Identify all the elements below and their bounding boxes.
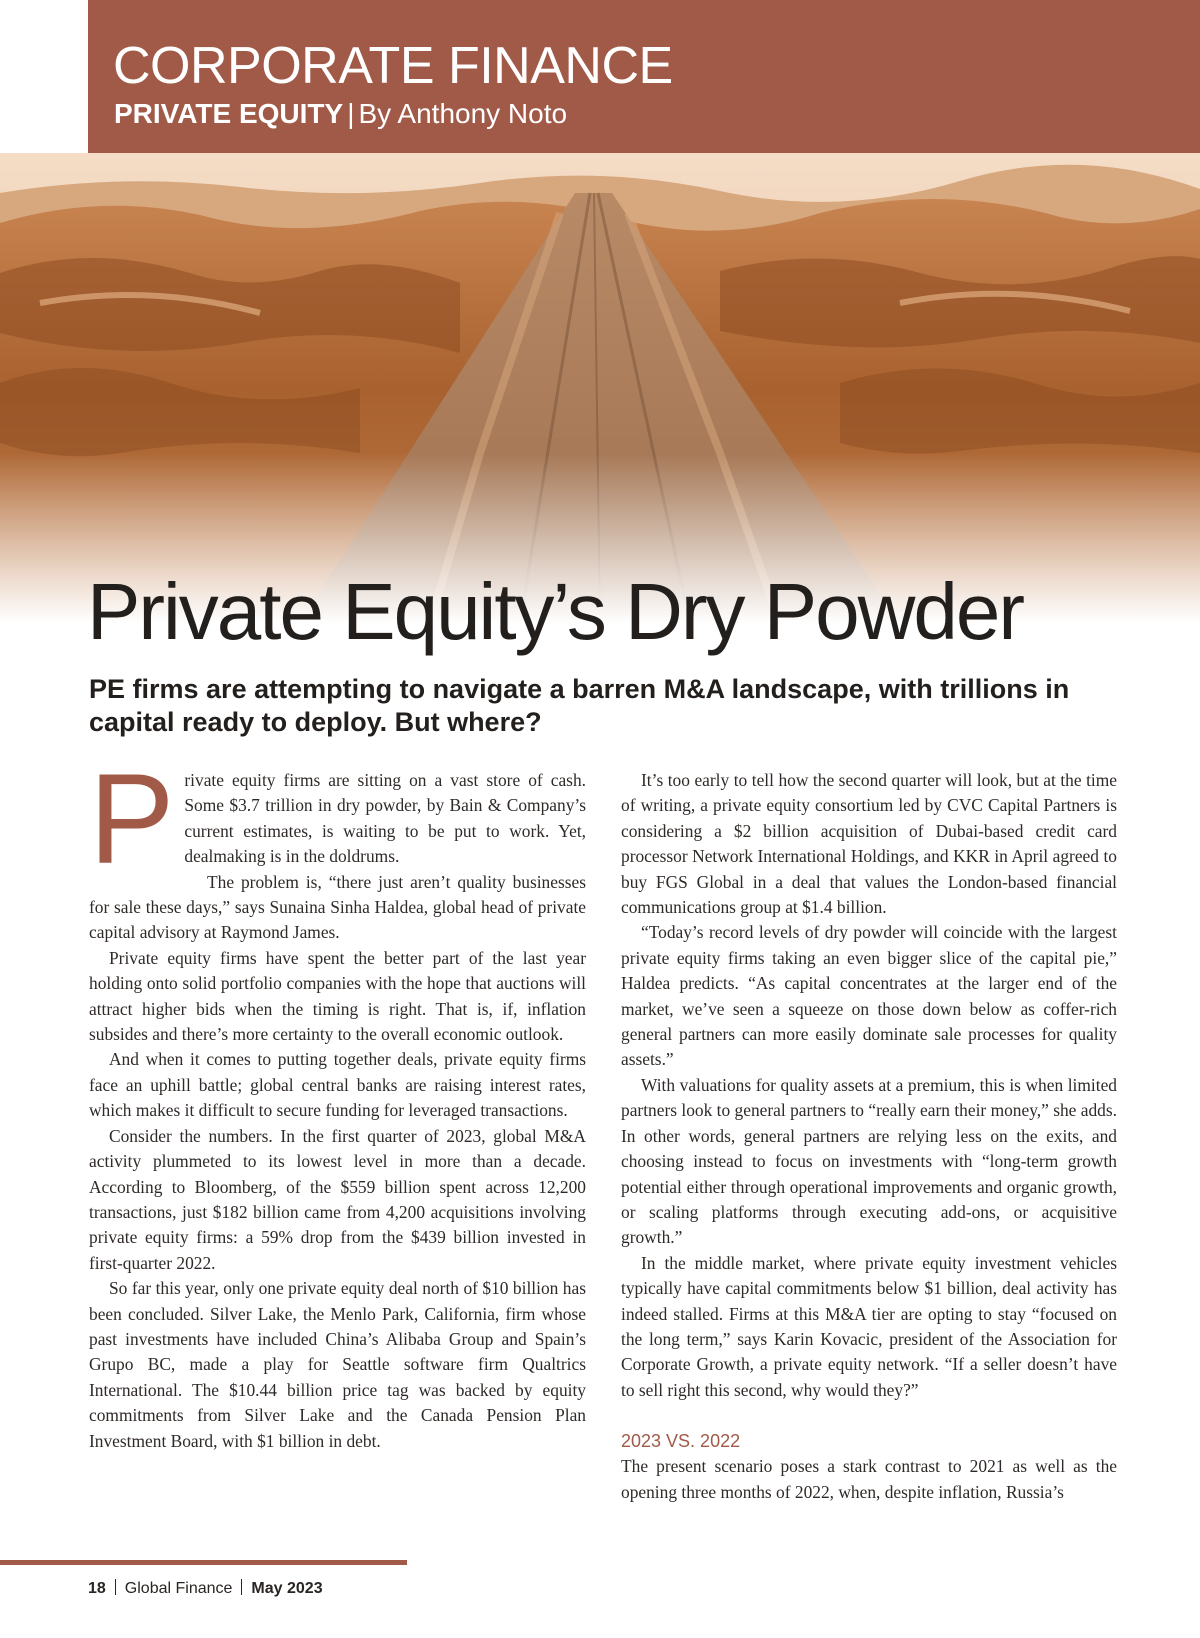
issue-date: May 2023 (251, 1580, 323, 1597)
footer-divider (115, 1579, 116, 1595)
hero-desert-image (0, 153, 1200, 623)
page-number: 18 (88, 1580, 106, 1597)
article-dek: PE firms are attempting to navigate a barren M&A landscape, with trillions in capital ready to deploy. But where? (89, 674, 1070, 737)
section-kicker: PRIVATE EQUITY (114, 98, 344, 129)
paragraph: It’s too early to tell how the second quarter will look, but at the time of writing, a private equity consortium led by CVC Capital Partners is considering a $2 billion acquisition of Dubai-based credit card processor Network International Holdings, and KKR in April agreed to buy FGS Global in a deal that values the London-based financial communications group at $1.4 billion. (621, 770, 1117, 918)
section-subhead: 2023 VS. 2022 (621, 1431, 741, 1452)
byline (114, 100, 567, 128)
section-header-band (88, 0, 1200, 153)
publication-name: Global Finance (124, 1580, 233, 1597)
article-headline: Private Equity’s Dry Powder (87, 567, 1023, 656)
paragraph: The present scenario poses a stark contrast to 2021 as well as the opening three months of 2022, when, despite inflation, Russia’s (621, 1456, 1117, 1502)
paragraph: In the middle market, where private equity investment vehicles typically have capital commitments below $1 billion, deal activity has indeed stalled. Firms at this M&A tier are opting to stay “focused on the long term,” says Karin Kovacic, president of the Association for Corporate Growth, a private equity network. “If a seller doesn’t have to sell right this second, why would they?” (621, 1252, 1117, 1400)
section-title: CORPORATE FINANCE (113, 37, 673, 95)
footer-rule (0, 1560, 407, 1565)
paragraph: Private equity firms have spent the better part of the last year holding onto solid portfolio companies with the hope that auctions will attract higher bids when the timing is right. That is, if, inflation subsides and there’s more certainty to the overall economic outlook. (89, 947, 586, 1045)
left-column (89, 748, 586, 1454)
byline-separator: | (347, 98, 355, 129)
paragraph (89, 748, 586, 891)
paragraph: And when it comes to putting together deals, private equity firms face an uphill battle; global central banks are raising interest rates, which makes it difficult to secure funding for leveraged transactions. (89, 1049, 586, 1121)
paragraph: “Today’s record levels of dry powder will coincide with the largest private equity firms taking an even bigger slice of the capital pie,” Haldea predicts. “As capital concentrates at the larger end of the market, we’ve seen a squeeze on those down below as coffer-rich general partners can more easily dominate sale processes for quality assets.” (621, 922, 1117, 1070)
paragraph: So far this year, only one private equity deal north of $10 billion has been concluded. Silver Lake, the Menlo Park, California, firm whose past investments have included China’s Alibaba Group and Spain’s Grupo BC, made a play for Seattle software firm Qualtrics International. The $10.44 billion price tag was backed by equity commitments from Silver Lake and the Canada Pension Plan Investment Board, with $1 billion in debt. (89, 1278, 586, 1451)
paragraph: Consider the numbers. In the first quarter of 2023, global M&A activity plummeted to its lowest level in more than a decade. According to Bloomberg, of the $559 billion spent across 12,200 transactions, just $182 billion came from 4,200 acquisitions involving private equity firms: a 59% drop from the $439 billion invested in first-quarter 2022. (89, 1125, 586, 1273)
page-footer (88, 1579, 323, 1597)
footer-divider (241, 1579, 242, 1595)
right-column (621, 768, 1117, 1505)
author-credit: By Anthony Noto (358, 98, 568, 129)
paragraph: The problem is, “there just aren’t quality businesses for sale these days,” says Sunaina Sinha Haldea, global head of private capital advisory at Raymond James. (89, 871, 586, 943)
drop-cap: P (89, 748, 175, 891)
paragraph: With valuations for quality assets at a premium, this is when limited partners look to general partners to “really earn their money,” she adds. In other words, general partners are relying less on the exits, and choosing instead to focus on investments with “long-term growth potential either through operational improvements and organic growth, or scaling platforms through executing add-ons, or acquisitive growth.” (621, 1074, 1117, 1248)
paragraph-text: rivate equity firms are sitting on a vast store of cash. Some $3.7 trillion in dry powder, by Bain & Company’s current estimates, is waiting to be put to work. Yet, dealmaking is in the doldrums. (184, 770, 586, 867)
